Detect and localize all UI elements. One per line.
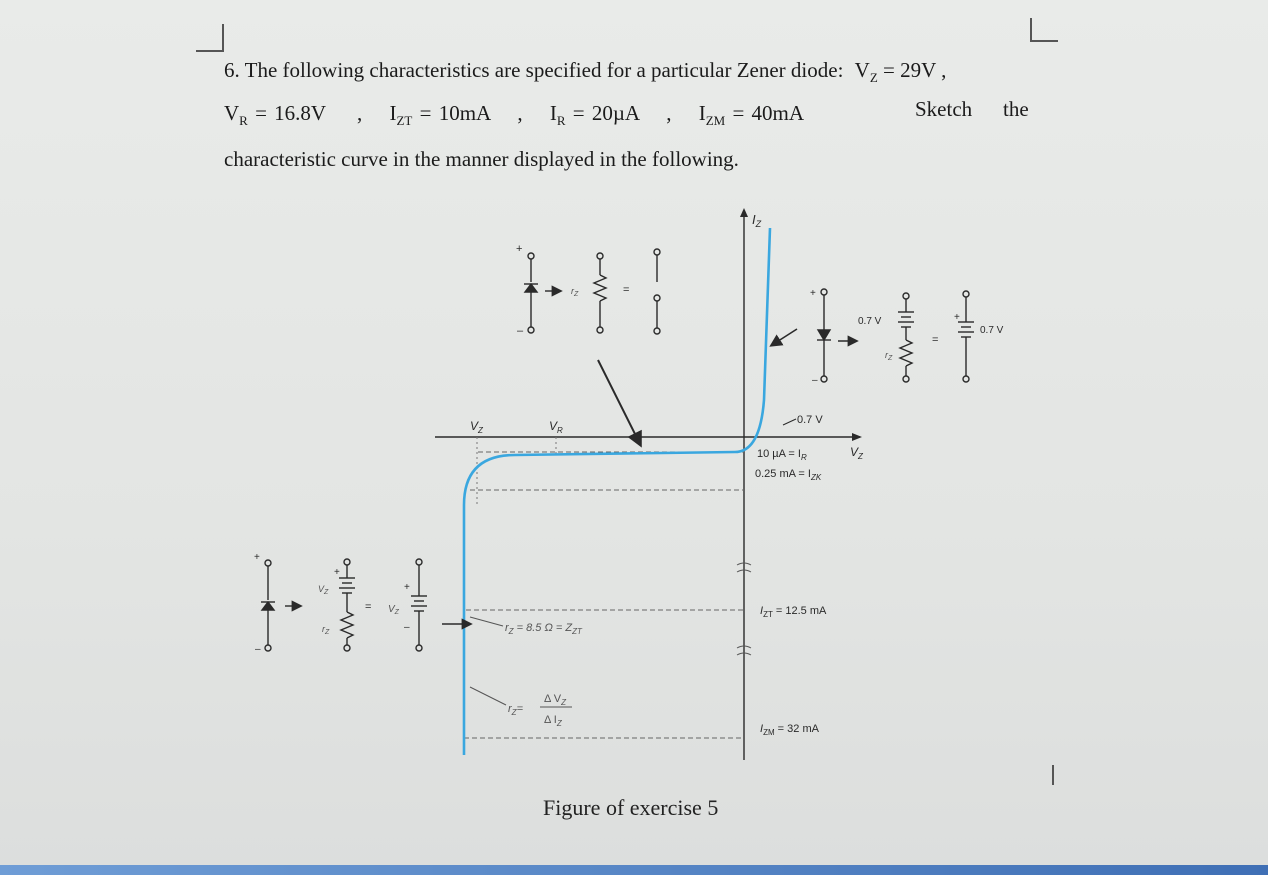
rz-equation-label: $r_Z = 8.5$ $\Omega = Z_{ZT}$ <box>505 622 582 636</box>
iz-axis-arrow <box>740 208 748 217</box>
rz-equation-leader <box>470 617 503 626</box>
figure-caption: Figure of exercise 5 <box>543 795 719 820</box>
delta-vz-label: Δ $V_Z$ <box>544 693 567 707</box>
vz-left-label: $V_Z$ <box>318 584 329 596</box>
equals-sign-1: = <box>623 284 630 296</box>
minus-sign-6: – <box>404 622 410 633</box>
vz-axis-label: $V_Z$ <box>850 445 863 461</box>
delta-leader <box>470 687 506 705</box>
vz-axis-arrow <box>852 433 862 441</box>
delta-iz-label: Δ $I_Z$ <box>544 714 562 728</box>
izt-label: $I_{ZT} = 12.5$ mA <box>760 605 827 619</box>
vr-top-label: $V_R$ <box>549 419 563 435</box>
izm-spec: $I_{ZM} = 40mA$ <box>698 101 805 129</box>
forward-leader-arrow <box>772 329 797 345</box>
plus-sign-1: + <box>516 243 523 255</box>
rz-delta-label: $r_Z=$ <box>508 703 523 717</box>
forward-equivalent-circuit <box>817 289 974 382</box>
rz-small-label: $r_Z$ <box>322 624 330 636</box>
the-word: the <box>1003 97 1029 121</box>
izt-spec: $I_{ZT} = 10mA$ <box>389 101 491 129</box>
ir-label: 10 $\mu A = I_R$ <box>757 448 807 462</box>
vz-spec: $V_Z = 29V$ , <box>854 58 947 86</box>
vr-spec: $V_R = 16.8V$ <box>224 101 326 129</box>
vz-top-label: $V_Z$ <box>470 419 483 435</box>
forward-voltage-tick <box>783 419 796 425</box>
vz-left-label-2: $V_Z$ <box>388 604 399 616</box>
plus-sign-4: + <box>254 552 260 563</box>
fwd-07-label-b: 0.7 V <box>980 325 1004 336</box>
plus-sign-3: + <box>954 312 960 323</box>
izk-label: 0.25 mA = $I_{ZK}$ <box>755 468 822 482</box>
iz-axis-label: $I_Z$ <box>752 212 762 229</box>
leader-arrow <box>598 360 640 444</box>
characteristic-curve <box>464 228 770 755</box>
question-line-2: $V_R = 16.8V$ , $I_{ZT} = 10mA$ , $I_R = 20\mu A$ , $I_{ZM} = 40mA$ <box>224 101 805 129</box>
equals-sign-2: = <box>932 334 939 346</box>
fwd-07-label-a: 0.7 V <box>858 316 882 327</box>
question-prefix: 6. The following characteristics are specified for a particular Zener diode: <box>224 58 844 82</box>
sketch-word: Sketch <box>915 97 973 121</box>
forward-voltage-label: 0.7 V <box>797 414 823 426</box>
rz-right-label: $r_Z$ <box>885 350 893 362</box>
minus-sign-4: – <box>255 644 261 655</box>
bottom-taskbar-strip <box>0 865 1268 875</box>
plus-sign-6: + <box>404 582 410 593</box>
equals-sign-3: = <box>365 601 372 613</box>
reverse-equivalent-circuit <box>524 249 660 334</box>
ir-spec: $I_R = 20\mu A$ <box>549 101 639 129</box>
minus-sign-2: – <box>812 375 818 386</box>
rz-top-label: $r_Z$ <box>571 286 579 298</box>
question-line-3: characteristic curve in the manner displayed in the following. <box>224 147 739 171</box>
plus-sign-5: + <box>334 567 340 578</box>
plus-sign-2: + <box>810 288 816 299</box>
minus-sign-1: – <box>517 325 524 337</box>
izm-label: $I_{ZM} = 32$ mA <box>760 723 819 737</box>
